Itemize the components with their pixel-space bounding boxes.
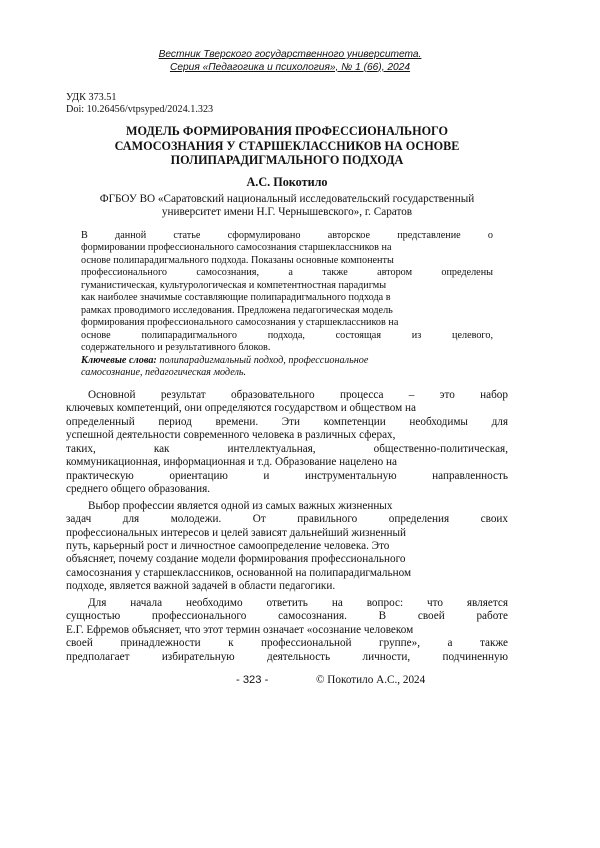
paragraph-line: сущностью профессионального самосознания. В своей работе [66,610,508,623]
doi-code: Doi: 10.26456/vtpsyped/2024.1.323 [66,104,214,115]
paragraph-line: своей принадлежности к профессиональной группе», а также [66,637,508,650]
abstract-line: основе полипарадигмального подхода. Показаны основные компоненты [81,254,394,266]
journal-header [100,49,480,74]
paragraph-line: путь, карьерный рост и личностное самоопределение человека. Это [66,539,390,552]
paragraph-line: Основной результат образовательного процесса – это набор [88,389,508,401]
article-body [66,389,508,664]
paragraph-line: успешной деятельности современного человека в различных сферах, [66,429,396,442]
paragraph-line: практическую ориентацию и инструментальную направленность [66,469,508,482]
paragraph-line: ключевых компетенций, они определяются государством и обществом на [66,402,416,415]
paragraph-line: объясняет, почему создание модели формирования профессионального [66,553,406,566]
paragraph-line: предполагает избирательную деятельность личности, подчиненную [66,650,508,663]
paragraph-line: самосознания у старшеклассников, основанной на полипарадигмальном [66,566,412,579]
title-line: МОДЕЛЬ ФОРМИРОВАНИЯ ПРОФЕССИОНАЛЬНОГО [126,124,448,138]
abstract-line: рамках проводимого исследования. Предложена педагогическая модель [81,304,393,316]
paragraph-line: подходе, является важной задачей в области педагогики. [66,580,336,593]
abstract-line: основе полипарадигмального подхода, состоящая из целевого, [81,329,493,341]
author-name: А.С. Покотило [246,175,328,189]
paragraph-line: определенный период времени. Эти компетенции необходимы для [66,415,508,428]
paragraph-line: Е.Г. Ефремов объясняет, что этот термин означает «осознание человеком [66,623,414,636]
paragraph-line: задач для молодежи. От правильного определения своих [66,513,508,526]
title-line: САМОСОЗНАНИЯ У СТАРШЕКЛАССНИКОВ НА ОСНОВЕ [114,138,460,153]
paragraph-line: коммуникационная, информационная и т.д. Образование нацелено на [66,456,397,469]
copyright-notice: © Покотило А.С., 2024 [316,674,426,686]
abstract-line: содержательного и результативного блоков. [81,342,271,354]
abstract-line: гуманистическая, культурологическая и компетентностная парадигмы [81,279,387,291]
udk-code: УДК 373.51 [66,92,117,103]
article-metadata [66,92,213,116]
abstract-line: формировании профессионального самосознания старшеклассников на [81,242,392,254]
title-line: ПОЛИПАРАДИГМАЛЬНОГО ПОДХОДА [170,153,404,168]
journal-series-line: Серия «Педагогика и психология», № 1 (66), 2024 [169,61,411,73]
paragraph-line: среднего общего образования. [66,483,211,496]
journal-title-line: Вестник Тверского государственного университета. [158,49,422,60]
article-title [66,124,508,168]
affiliation-line: ФГБОУ ВО «Саратовский национальный исследовательский государственный [99,193,475,205]
abstract-line: профессионального самосознания, а также автором определены [81,267,493,279]
page-number: - 323 - [236,674,269,686]
abstract-line: формирования профессионального самосознания у старшеклассников на [81,317,399,329]
affiliation-line: университет имени Н.Г. Чернышевского», г. Саратов [161,206,413,219]
paragraph-line: профессиональных интересов и целей зависят дальнейший жизненный [66,526,406,539]
keywords-line: самосознание, педагогическая модель. [81,366,247,378]
paragraph-line: Выбор профессии является одной из самых важных жизненных [88,499,393,512]
abstract-line: как наиболее значимые составляющие полипарадигмального подхода в [81,292,391,304]
keywords-text: полипарадигмальный подход, профессиональное [156,354,369,366]
keywords-label: Ключевые слова: [81,354,157,366]
keywords-line [81,355,493,367]
abstract-line: В данной статье сформулировано авторское представление о [81,230,493,241]
affiliation [66,193,508,220]
abstract [81,230,493,379]
paragraph-line: Для начала необходимо ответить на вопрос: что является [88,596,508,609]
paragraph-line: таких, как интеллектуальная, общественно-политическая, [66,442,508,455]
